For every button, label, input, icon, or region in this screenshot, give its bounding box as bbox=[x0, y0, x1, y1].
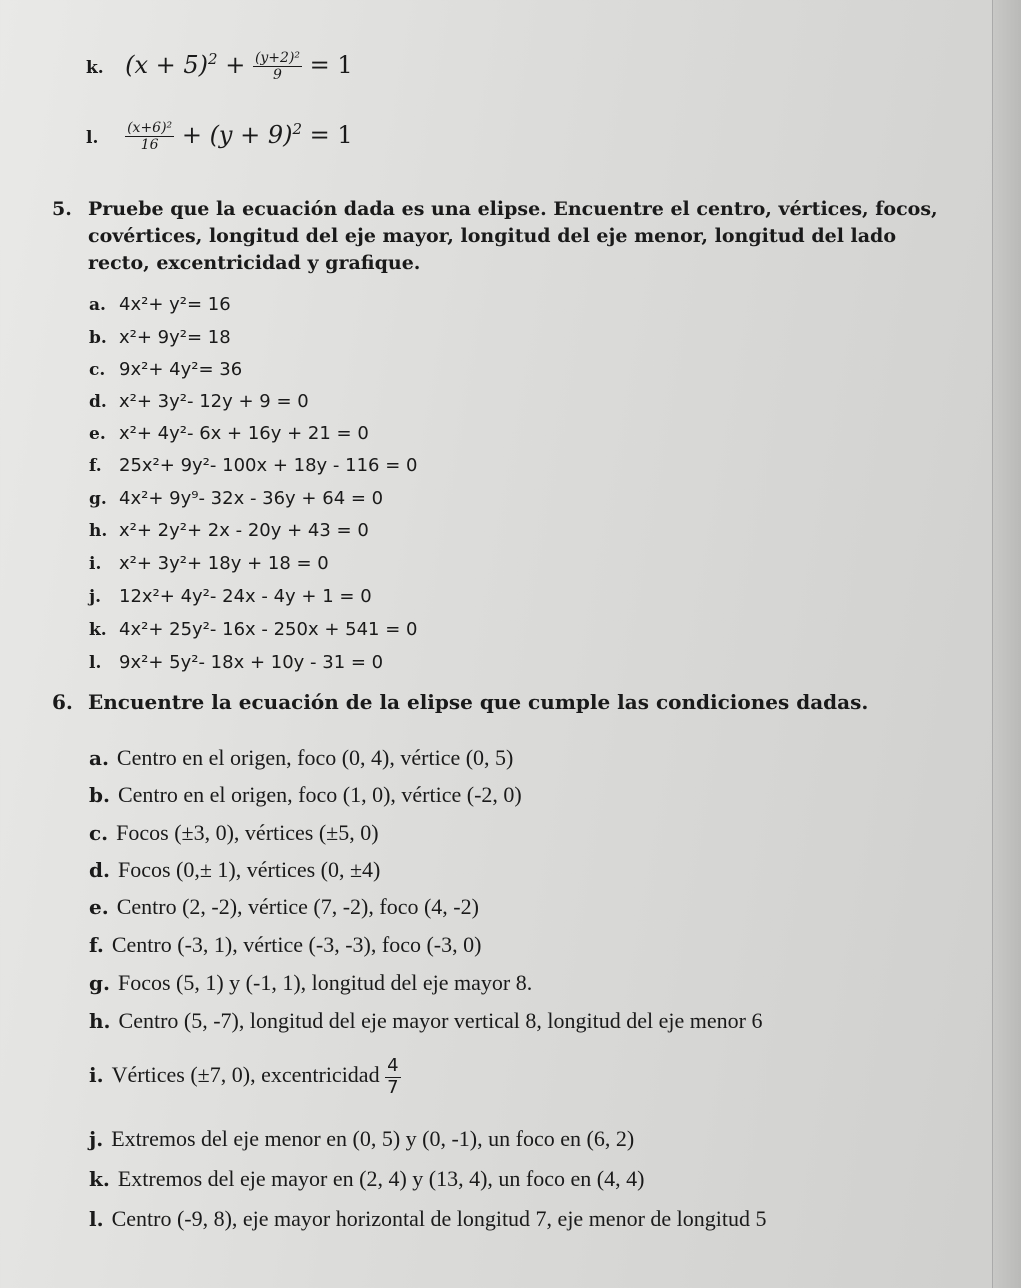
section6-item-c: c. Focos (±3, 0), vértices (±5, 0) bbox=[89, 820, 379, 845]
section5-number: 5. bbox=[52, 198, 72, 220]
section5-item-e: e. x²+ 4y²- 6x + 16y + 21 = 0 bbox=[89, 423, 369, 444]
fraction: $\frac{\text{(y+2)²}}{9}$ bbox=[254, 50, 301, 84]
prev-item-k-label: k. bbox=[86, 58, 104, 79]
section6-item-e: e. Centro (2, -2), vértice (7, -2), foco (4, -2) bbox=[89, 894, 479, 919]
section5-heading: 5. Pruebe que la ecuación dada es una elipse. Encuentre el centro, vértices, focos, covértices, longitud del eje mayor, longitud del eje menor, longitud del lado recto, excentricidad y grafique. bbox=[52, 198, 938, 274]
section5-item-i: i. x²+ 3y²+ 18y + 18 = 0 bbox=[89, 553, 329, 574]
fraction: $\frac{\text{(x+6)²}}{16}$ bbox=[127, 120, 173, 154]
section5-item-h: h. x²+ 2y²+ 2x - 20y + 43 = 0 bbox=[89, 520, 369, 541]
section6-number: 6. bbox=[52, 690, 73, 714]
section6-item-j: j. Extremos del eje menor en (0, 5) y (0, -1), un foco en (6, 2) bbox=[89, 1126, 635, 1151]
section5-item-l: l. 9x²+ 5y²- 18x + 10y - 31 = 0 bbox=[89, 652, 384, 673]
section6-item-l: l. Centro (-9, 8), eje mayor horizontal de longitud 7, eje menor de longitud 5 bbox=[89, 1206, 767, 1231]
prev-item-l bbox=[86, 120, 353, 153]
eccentricity-fraction: $\frac{4}{7}$ bbox=[387, 1055, 399, 1098]
section5-item-f: f. 25x²+ 9y²- 100x + 18y - 116 = 0 bbox=[89, 455, 418, 476]
section6-heading: 6. Encuentre la ecuación de la elipse que cumple las condiciones dadas. bbox=[52, 690, 869, 714]
section5-item-d: d. x²+ 3y²- 12y + 9 = 0 bbox=[89, 391, 309, 412]
section6-item-f: f. Centro (-3, 1), vértice (-3, -3), foco (-3, 0) bbox=[89, 932, 482, 957]
prev-item-k bbox=[86, 50, 353, 83]
section6-item-i: i. Vértices (±7, 0), excentricidad $\frac{4}{7}$ bbox=[89, 1055, 399, 1098]
section6-item-b: b. Centro en el origen, foco (1, 0), vértice (-2, 0) bbox=[89, 782, 522, 807]
prev-item-k-equation: $(x + 5)^2$ + $\frac{\text{(y+2)²}}{9}$ = 1 bbox=[125, 50, 353, 84]
section6-item-k: k. Extremos del eje mayor en (2, 4) y (13, 4), un foco en (4, 4) bbox=[89, 1166, 645, 1191]
section5-item-c: c. 9x²+ 4y²= 36 bbox=[89, 359, 243, 380]
section5-item-g: g. 4x²+ 9y⁹- 32x - 36y + 64 = 0 bbox=[89, 488, 384, 509]
prev-item-l-equation: $\frac{\text{(x+6)²}}{16}$ + $(y + 9)^2 = 1$ bbox=[127, 120, 353, 154]
section6-item-d: d. Focos (0,± 1), vértices (0, ±4) bbox=[89, 857, 381, 882]
page-edge bbox=[992, 0, 1021, 1288]
prev-item-l-label: l. bbox=[86, 128, 99, 149]
section5-item-j: j. 12x²+ 4y²- 24x - 4y + 1 = 0 bbox=[89, 586, 372, 607]
section5-item-a: a. 4x²+ y²= 16 bbox=[89, 294, 231, 315]
section6-item-a: a. Centro en el origen, foco (0, 4), vértice (0, 5) bbox=[89, 745, 514, 770]
section6-item-h: h. Centro (5, -7), longitud del eje mayor vertical 8, longitud del eje menor 6 bbox=[89, 1008, 763, 1033]
section5-item-k: k. 4x²+ 25y²- 16x - 250x + 541 = 0 bbox=[89, 619, 418, 640]
section6-item-g: g. Focos (5, 1) y (-1, 1), longitud del eje mayor 8. bbox=[89, 970, 533, 995]
section5-item-b: b. x²+ 9y²= 18 bbox=[89, 327, 231, 348]
